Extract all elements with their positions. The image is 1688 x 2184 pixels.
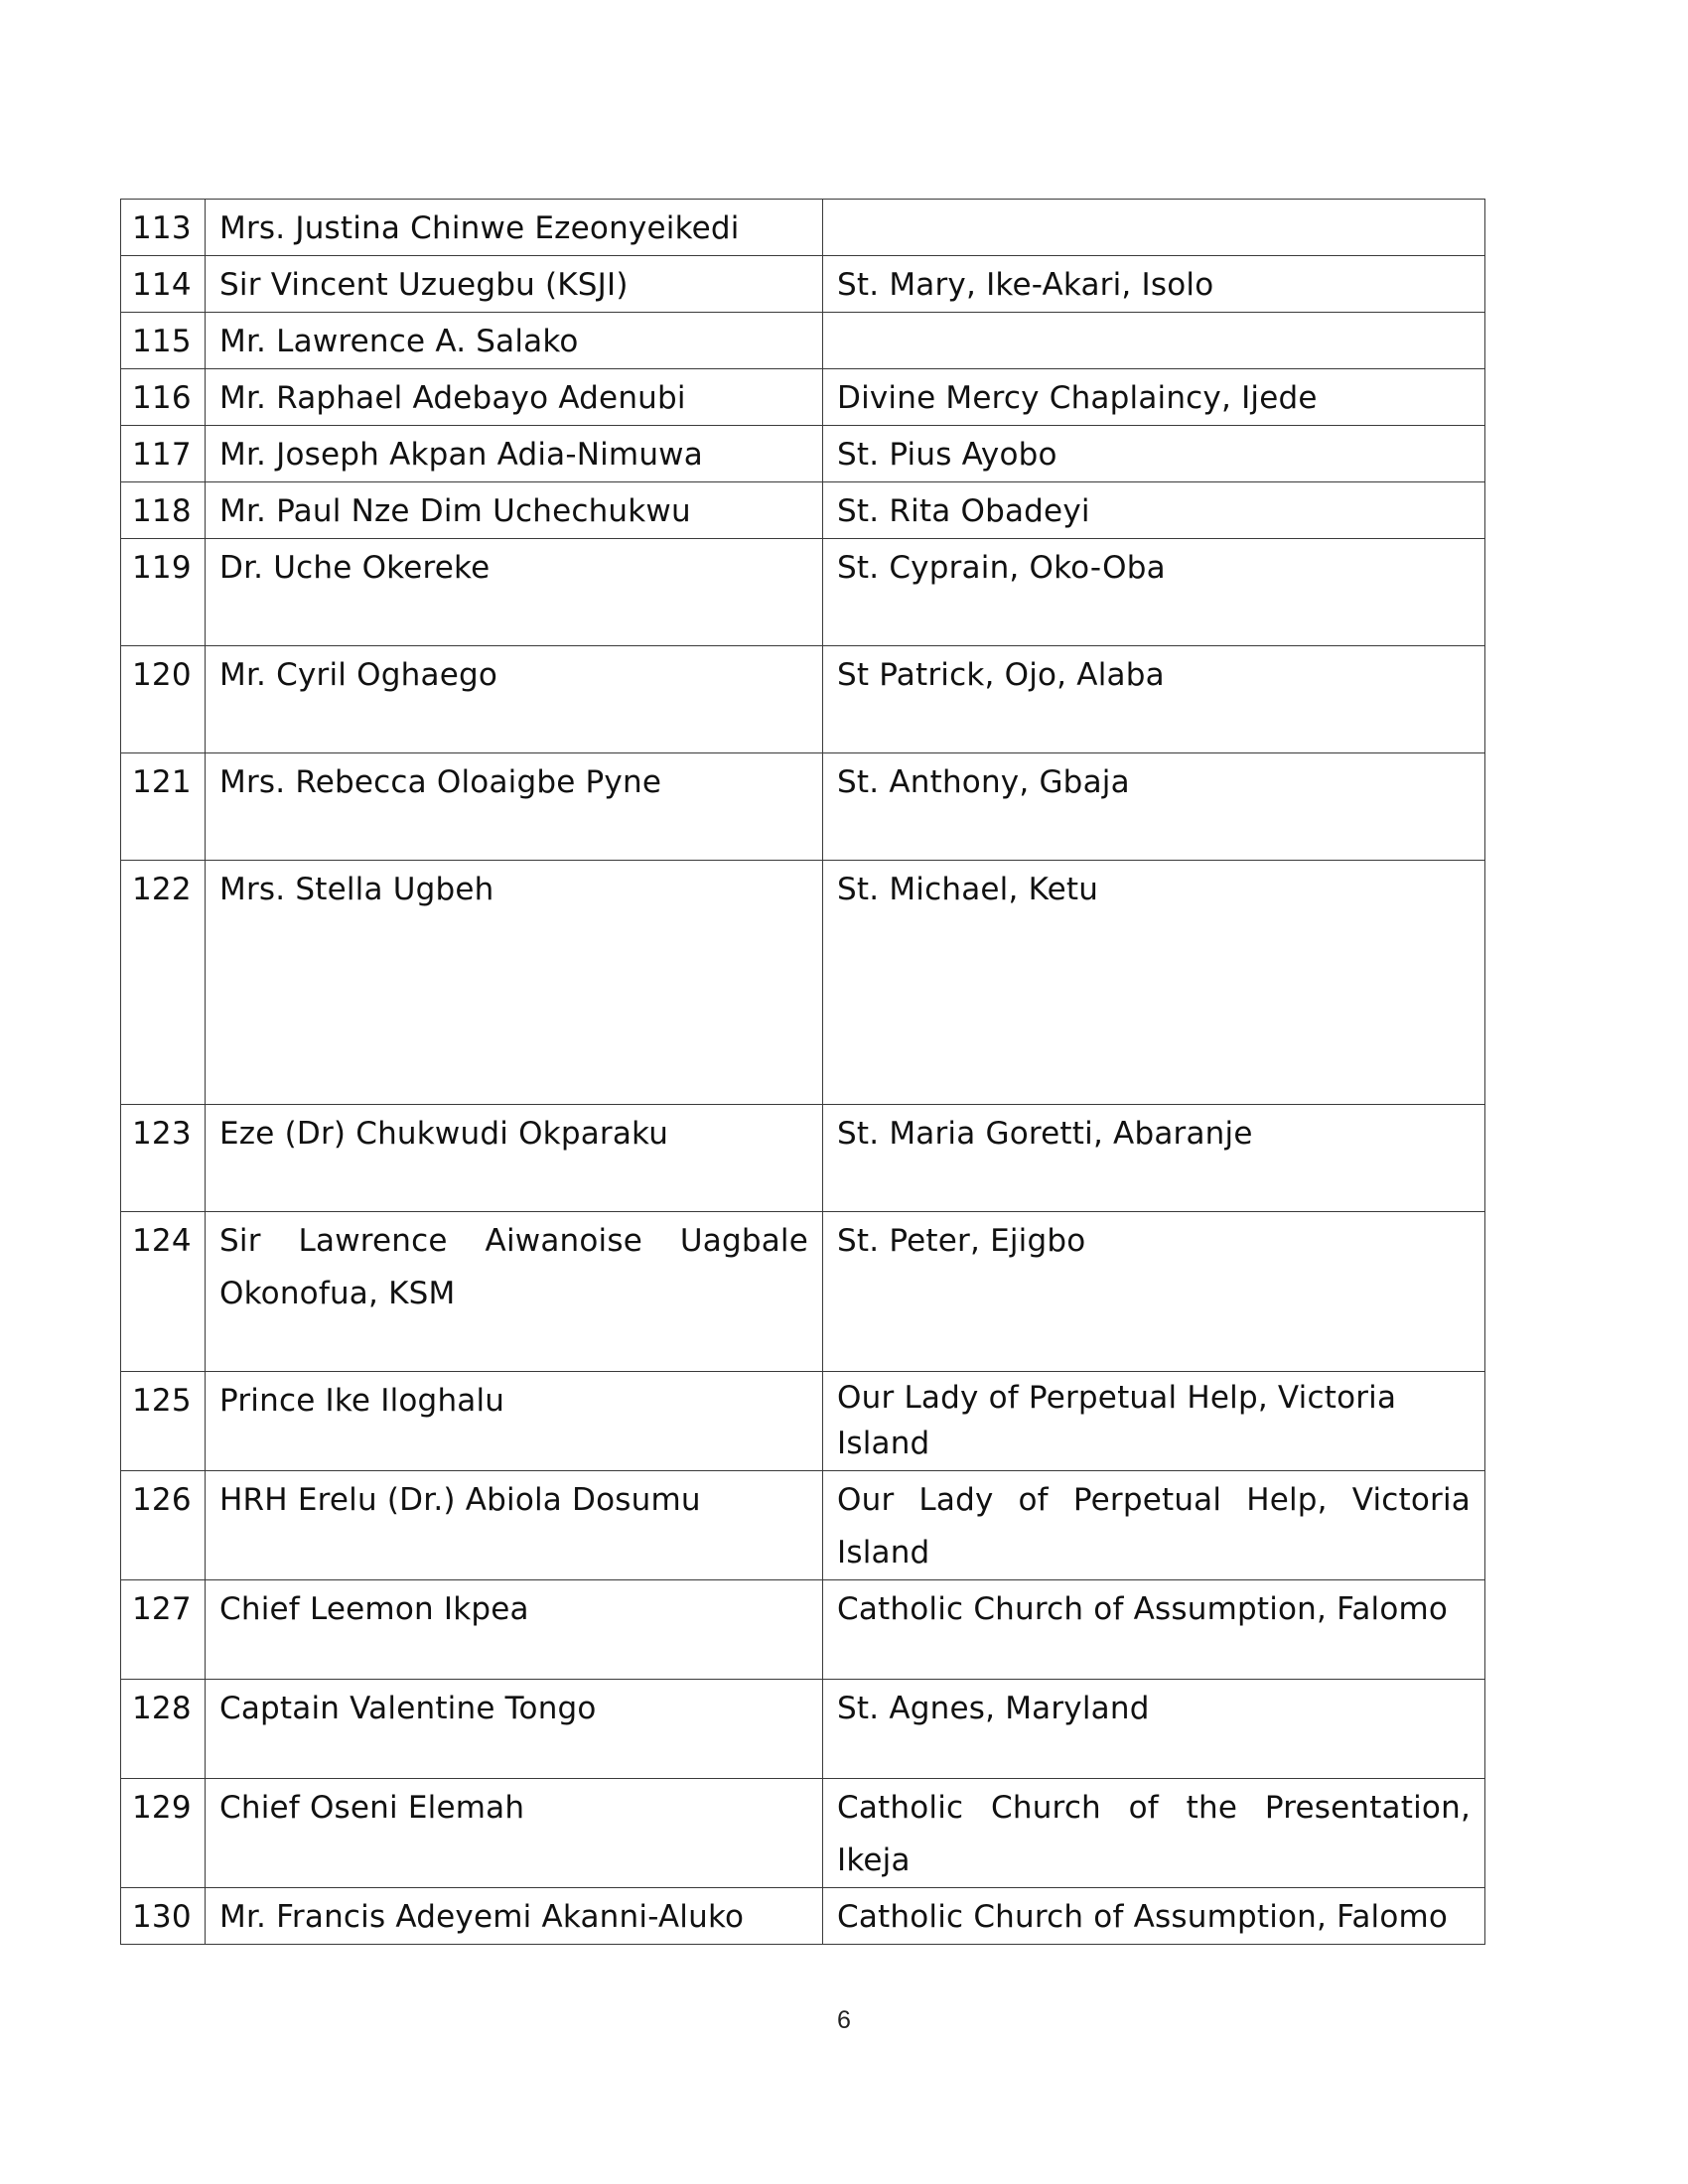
parish-name: Catholic Church of the Presentation, Ikeja	[823, 1779, 1485, 1888]
member-name: Chief Leemon Ikpea	[206, 1580, 823, 1680]
member-name: Sir Lawrence Aiwanoise Uagbale Okonofua, KSM	[206, 1212, 823, 1372]
row-number: 124	[121, 1212, 206, 1372]
table-row	[121, 1580, 1485, 1680]
row-number: 117	[121, 426, 206, 482]
row-number: 130	[121, 1888, 206, 1945]
table-row	[121, 1372, 1485, 1471]
member-name: HRH Erelu (Dr.) Abiola Dosumu	[206, 1471, 823, 1580]
table-row	[121, 482, 1485, 539]
member-name: Mr. Paul Nze Dim Uchechukwu	[206, 482, 823, 539]
parish-name	[823, 200, 1485, 256]
member-name: Eze (Dr) Chukwudi Okparaku	[206, 1105, 823, 1212]
table-row	[121, 861, 1485, 1105]
table-row	[121, 369, 1485, 426]
row-number: 119	[121, 539, 206, 646]
parish-name: St. Agnes, Maryland	[823, 1680, 1485, 1779]
table-row	[121, 1680, 1485, 1779]
parish-name: St. Michael, Ketu	[823, 861, 1485, 1105]
row-number: 113	[121, 200, 206, 256]
row-number: 128	[121, 1680, 206, 1779]
row-number: 122	[121, 861, 206, 1105]
table-row	[121, 313, 1485, 369]
table-row	[121, 1105, 1485, 1212]
row-number: 118	[121, 482, 206, 539]
row-number: 123	[121, 1105, 206, 1212]
table-row	[121, 646, 1485, 753]
member-name: Captain Valentine Tongo	[206, 1680, 823, 1779]
table-row	[121, 426, 1485, 482]
parish-name: Divine Mercy Chaplaincy, Ijede	[823, 369, 1485, 426]
parish-name: St. Cyprain, Oko-Oba	[823, 539, 1485, 646]
row-number: 127	[121, 1580, 206, 1680]
parish-name: Our Lady of Perpetual Help, Victoria Island	[823, 1372, 1485, 1471]
member-name: Prince Ike Iloghalu	[206, 1372, 823, 1471]
table-row	[121, 256, 1485, 313]
parish-name: Catholic Church of Assumption, Falomo	[823, 1888, 1485, 1945]
table-row	[121, 753, 1485, 861]
table-row	[121, 200, 1485, 256]
member-name: Mr. Francis Adeyemi Akanni-Aluko	[206, 1888, 823, 1945]
member-name: Chief Oseni Elemah	[206, 1779, 823, 1888]
member-name: Mr. Joseph Akpan Adia-Nimuwa	[206, 426, 823, 482]
roster-table	[120, 199, 1485, 1945]
table-row	[121, 1888, 1485, 1945]
row-number: 114	[121, 256, 206, 313]
member-name: Mr. Lawrence A. Salako	[206, 313, 823, 369]
table-row	[121, 539, 1485, 646]
parish-name: Catholic Church of Assumption, Falomo	[823, 1580, 1485, 1680]
member-name: Mr. Cyril Oghaego	[206, 646, 823, 753]
parish-name: St. Rita Obadeyi	[823, 482, 1485, 539]
member-name: Mrs. Rebecca Oloaigbe Pyne	[206, 753, 823, 861]
member-name: Sir Vincent Uzuegbu (KSJI)	[206, 256, 823, 313]
parish-name	[823, 313, 1485, 369]
parish-name: St. Maria Goretti, Abaranje	[823, 1105, 1485, 1212]
row-number: 115	[121, 313, 206, 369]
row-number: 126	[121, 1471, 206, 1580]
table-row	[121, 1779, 1485, 1888]
table-row	[121, 1212, 1485, 1372]
row-number: 125	[121, 1372, 206, 1471]
row-number: 129	[121, 1779, 206, 1888]
parish-name: St. Anthony, Gbaja	[823, 753, 1485, 861]
row-number: 120	[121, 646, 206, 753]
page-number: 6	[837, 2006, 851, 2034]
member-name: Mrs. Stella Ugbeh	[206, 861, 823, 1105]
parish-name: St. Peter, Ejigbo	[823, 1212, 1485, 1372]
parish-name: Our Lady of Perpetual Help, Victoria Island	[823, 1471, 1485, 1580]
table-row	[121, 1471, 1485, 1580]
row-number: 121	[121, 753, 206, 861]
member-name: Mrs. Justina Chinwe Ezeonyeikedi	[206, 200, 823, 256]
parish-name: St. Pius Ayobo	[823, 426, 1485, 482]
row-number: 116	[121, 369, 206, 426]
parish-name: St Patrick, Ojo, Alaba	[823, 646, 1485, 753]
member-name: Mr. Raphael Adebayo Adenubi	[206, 369, 823, 426]
parish-name: St. Mary, Ike-Akari, Isolo	[823, 256, 1485, 313]
member-name: Dr. Uche Okereke	[206, 539, 823, 646]
